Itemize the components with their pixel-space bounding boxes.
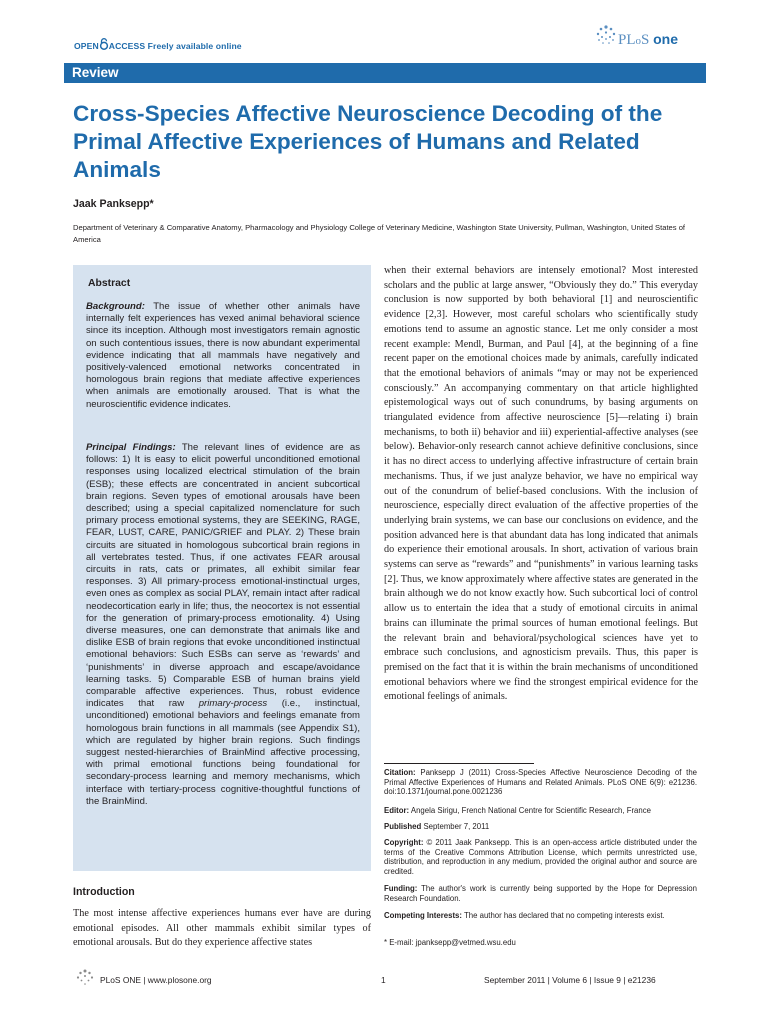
footer-journal: PLoS ONE | www.plosone.org xyxy=(100,975,212,985)
plos-one-wordmark: PLoS one xyxy=(618,31,678,48)
competing-interests: Competing Interests: The author has declared that no competing interests exist. xyxy=(384,911,665,920)
abstract-heading: Abstract xyxy=(88,278,131,289)
findings-text-2: (i.e., instinctual, unconditioned) emotional behaviors and feelings emanate from homologous brain functions in all mammals (see Appendix S1), which are regulated by higher brain regions. Such findings suggest nested-hierarchies of BrainMind affective processing, with primal emotional functions being foundational for secondary-process learning and memory mechanisms, which interface with tertiary-process cognitive-thoughtful functions of the BrainMind. xyxy=(86,698,360,807)
author-email[interactable]: * E-mail: jpanksepp@vetmed.wsu.edu xyxy=(384,938,516,947)
article-title: Cross-Species Affective Neuroscience Decoding of the Primal Affective Experiences of Humans and Related Animals xyxy=(73,101,663,182)
article-info-divider xyxy=(384,763,534,764)
body-text-right-column: when their external behaviors are intensely emotional? Most interested scholars and the public at large answer, “Obviously they do.” This everyday conclusion is now supported by both behavioral [1] and neuroscientific evidence [2,3]. However, most careful scholars who scientifically study emotions tend to assume an agnostic stance. Let me only consider a most recent example: Mendl, Burman, and Paul [4], at the beginning of a fine recent paper on the emotional choices made by animals, carefully indicated that the emotional behaviors of animals “may or may not be experienced consciously.” An accompanying commentary on that article highlighted epistemological ways out of such conundrums, by basing arguments on triangulated evidence from affective neuroscience [5]—relating i) brain mechanisms, to both ii) behavior and iii) experiential-affective analyses (see below). Behavior-only research cannot achieve definitive conclusions, since it has no direct access to underlying affective infrastructure of certain brain mechanisms. Thus, if we just analyze behavior, we have no empirical way out of the conundrum of belief-based conclusions. With the inclusion of neuroscience, especially direct evaluation of the affective properties of the underlying brain systems, we can base our conclusions on evidence, and the position advanced here is that abundant data has long indicated that animals do experience their emotional arousals. In short, activation of various brain systems can serve as “rewards” and “punishments” in various learning tasks [2]. Thus, we know approximately where affective states are generated in the brain although we do not know exactly how. Such subcortical loci of control allow us to entertain the idea that a study of emotional circuits in animal brains can illuminate the primal sources of human emotional feelings. But the relevant brain and behavioral/psychological sciences have yet to embrace such conclusions, and agnosticism prevails. Thus, this paper is premised on the fact that it is within the brain mechanisms of unconditioned emotional behaviors where we find the strongest empirical evidence for the emotional feelings of animals. xyxy=(384,265,698,703)
section-label: Review xyxy=(72,65,119,80)
abstract-box xyxy=(73,265,371,871)
copyright: Copyright: © 2011 Jaak Panksepp. This is an open-access article distributed under the terms of the Creative Commons Attribution License, which permits unrestricted use, distribution, and reproduction in any medium, provided the original author and source are credited. xyxy=(384,838,697,877)
introduction-heading: Introduction xyxy=(73,886,135,898)
open-lock-icon xyxy=(99,38,109,50)
open-access-banner xyxy=(74,38,242,51)
findings-italic: primary-process xyxy=(198,698,268,710)
plos-one-logo xyxy=(594,24,702,52)
open-access-label-pre: OPEN xyxy=(74,41,99,51)
open-access-label-post: ACCESS Freely available online xyxy=(108,41,242,51)
author-affiliation: Department of Veterinary & Comparative Anatomy, Pharmacology and Physiology College of Veterinary Medicine, Washington State University, Pullman, Washington, United States of America xyxy=(73,223,686,244)
background-text: The issue of whether other animals have internally felt experiences has vexed animal behavioral science since its inception. Although most investigators remain agnostic on such contentious issues, there is now abundant experimental evidence indicating that all mammals have negatively and positively-valenced emotional networks concentrated in homologous brain regions that mediate affective experiences when animals are emotionally aroused. That is what the neuroscientific evidence indicates. xyxy=(86,301,360,410)
footer-page-number: 1 xyxy=(381,975,386,985)
funding: Funding: The author's work is currently being supported by the Hope for Depression Research Foundation. xyxy=(384,884,697,903)
published-date: Published September 7, 2011 xyxy=(384,822,490,831)
citation: Citation: Panksepp J (2011) Cross-Species Affective Neuroscience Decoding of the Primal Affective Experiences of Humans and Related Animals. PLoS ONE 6(9): e21236. doi:10.1371/journal.pone.0021236 xyxy=(384,768,697,797)
section-banner xyxy=(64,63,706,83)
abstract-principal-findings xyxy=(86,442,360,808)
introduction-text: The most intense affective experiences humans ever have are during emotional episodes. All other mammals exhibit similar types of emotional arousals. But do they experience affective states xyxy=(73,908,371,949)
author-name: Jaak Panksepp* xyxy=(73,198,154,210)
plos-dots-icon xyxy=(594,24,618,50)
editor: Editor: Angela Sirigu, French National Centre for Scientific Research, France xyxy=(384,806,651,815)
footer-plos-dots-icon xyxy=(74,968,96,990)
background-label: Background: xyxy=(86,301,145,312)
findings-text-1: The relevant lines of evidence are as follows: 1) It is easy to elicit powerful unconditioned emotional responses using localized electrical stimulation of the brain (ESB); these effects are concentrated in ancient subcortical brain regions. Seven types of emotional arousals have been described; using a special capitalized nomenclature for such primary process emotional systems, they are SEEKING, RAGE, FEAR, LUST, CARE, PANIC/GRIEF and PLAY. 2) These brain circuits are situated in homologous subcortical brain regions in all vertebrates tested. Thus, if one activates FEAR arousal circuits in rats, cats or primates, all exhibit similar fear responses. 3) All primary-process emotional-instinctual urges, even ones as complex as social PLAY, remain intact after radical neodecortication early in life; thus, the neocortex is not essential for the generation of primary-process emotionality. 4) Using diverse measures, one can demonstrate that animals like and dislike ESB of brain regions that evoke unconditioned instinctual emotional behaviors: Such ESBs can serve as ‘rewards’ and ‘punishments’ in diverse approach and escape/avoidance learning tasks. 5) Comparable ESB of human brains yield comparable affective experiences. Thus, robust evidence indicates that raw xyxy=(86,442,360,710)
abstract-background xyxy=(86,301,360,411)
findings-label: Principal Findings: xyxy=(86,442,176,453)
footer-issue-info: September 2011 | Volume 6 | Issue 9 | e21236 xyxy=(484,975,656,985)
